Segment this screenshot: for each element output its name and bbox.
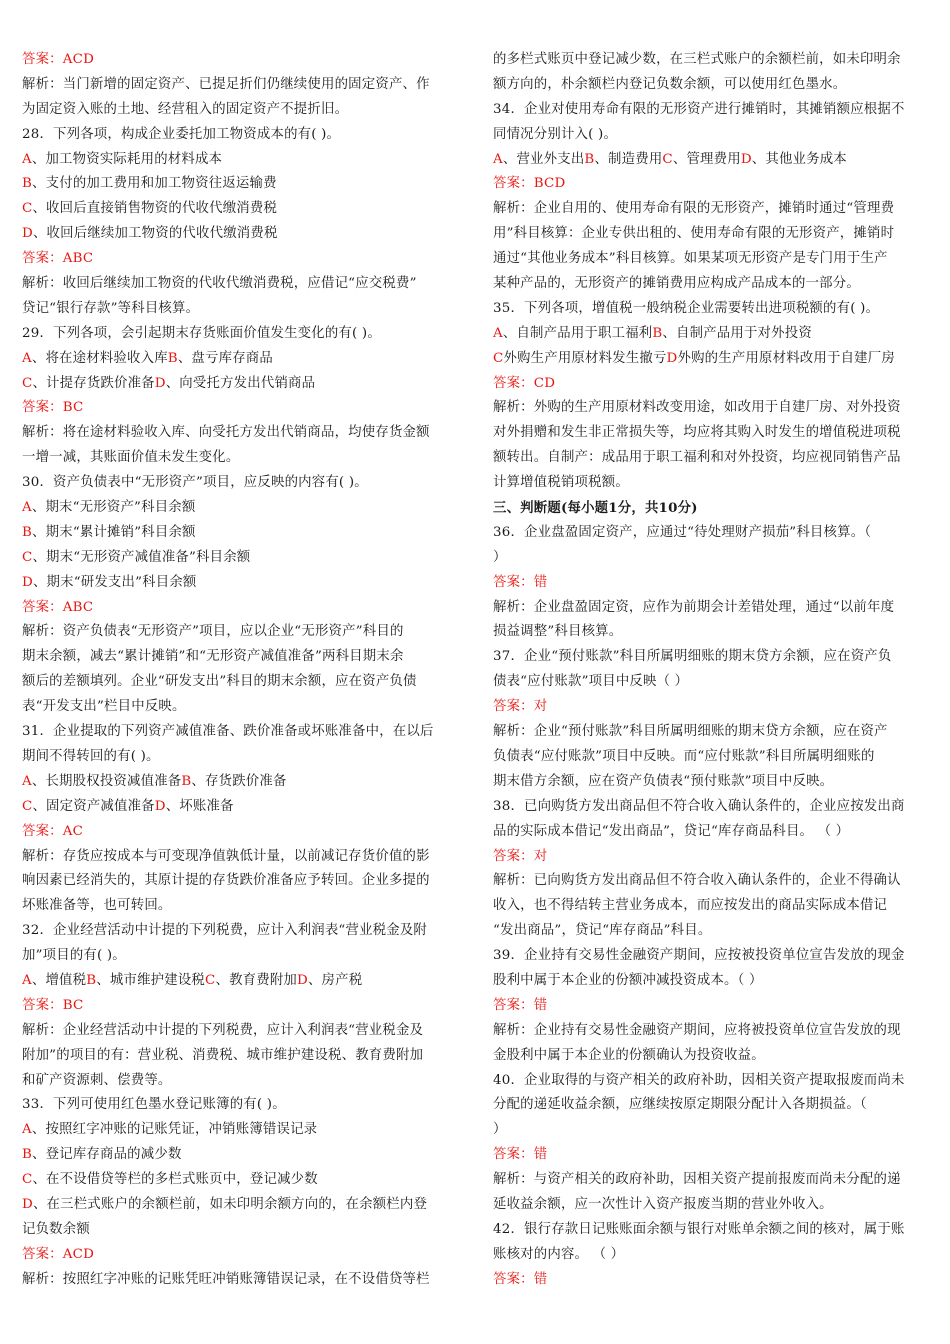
option-letter: D bbox=[22, 226, 33, 242]
text-line bbox=[22, 297, 458, 322]
line-text: 、期末“无形资产”科目余额 bbox=[31, 500, 196, 516]
text-line bbox=[493, 770, 929, 795]
option-letter: C bbox=[22, 798, 33, 814]
line-text: 答案：ACD bbox=[22, 52, 95, 67]
line-text: 用”科目核算：企业专供出租的、使用寿命有限的无形资产，摊销时 bbox=[493, 226, 895, 242]
option-letter: A bbox=[22, 972, 32, 988]
line-text: 外购的生产用原材料改用于自建厂房 bbox=[677, 350, 895, 366]
question-line bbox=[22, 471, 458, 496]
option-letter: D bbox=[154, 375, 166, 391]
answer-line bbox=[22, 396, 458, 421]
answer-line bbox=[22, 596, 458, 621]
explanation-line bbox=[493, 197, 929, 222]
explanation-line bbox=[22, 1268, 458, 1293]
option-line bbox=[22, 795, 458, 820]
option-line bbox=[22, 172, 458, 197]
option-line bbox=[22, 148, 458, 173]
option-letter: D bbox=[22, 1196, 33, 1212]
line-text: 、制造费用 bbox=[594, 151, 663, 167]
line-text: 对外捐赠和发生非正常损失等，均应将其购入时发生的增值税进项税 bbox=[493, 425, 901, 441]
answer-line bbox=[493, 172, 929, 197]
line-text: 账核对的内容。 （ ） bbox=[493, 1246, 625, 1262]
line-text: 、收回后直接销售物资的代收代缴消费税 bbox=[32, 201, 278, 217]
line-text: 金股利中属于本企业的份额确认为投资收益。 bbox=[493, 1047, 765, 1063]
text-line bbox=[22, 1044, 458, 1069]
line-text: 答案：对 bbox=[493, 699, 548, 715]
section-heading bbox=[493, 496, 929, 521]
answer-line bbox=[22, 48, 458, 73]
line-text: 38．已向购货方发出商品但不符合收入确认条件的，企业应按发出商 bbox=[493, 798, 905, 814]
line-text: 解析：企业“预付账款”科目所属明细账的期末贷方余额，应在资产 bbox=[493, 724, 888, 740]
option-line bbox=[493, 347, 929, 372]
line-text: 、登记库存商品的减少数 bbox=[32, 1147, 182, 1163]
line-text: 答案：ABC bbox=[22, 251, 94, 267]
line-text: 、增值税 bbox=[31, 972, 87, 988]
option-line bbox=[22, 969, 458, 994]
line-text: 解析：外购的生产用原材料改变用途，如改用于自建厂房、对外投资 bbox=[493, 400, 901, 416]
answer-line bbox=[493, 845, 929, 870]
line-text: 、房产税 bbox=[307, 972, 363, 988]
option-letter: B bbox=[86, 972, 97, 988]
option-line bbox=[22, 372, 458, 397]
line-text: 28．下列各项，构成企业委托加工物资成本的有( )。 bbox=[22, 126, 341, 142]
line-text: 、自制产品用于职工福利 bbox=[502, 325, 653, 341]
option-line bbox=[22, 770, 458, 795]
line-text: 为固定资入账的土地、经营租入的固定资产不提折旧。 bbox=[22, 101, 349, 117]
line-text: 、计提存货跌价准备 bbox=[32, 375, 155, 391]
line-text: 的多栏式账页中登记减少数，在三栏式账户的余额栏前，如未印明余 bbox=[493, 52, 901, 67]
line-text: 损益调整”科目核算。 bbox=[493, 624, 623, 640]
line-text: 答案：BC bbox=[22, 997, 84, 1013]
option-letter: D bbox=[740, 151, 752, 167]
line-text: 、将在途材料验收入库 bbox=[31, 350, 168, 366]
line-text: 37．企业“预付账款”科目所属明细账的期末贷方余额，应在资产负 bbox=[493, 649, 892, 665]
option-letter: B bbox=[22, 176, 33, 192]
explanation-line bbox=[22, 620, 458, 645]
line-text: 答案：CD bbox=[493, 375, 556, 391]
option-line bbox=[22, 197, 458, 222]
text-line bbox=[493, 745, 929, 770]
explanation-line bbox=[493, 396, 929, 421]
option-letter: D bbox=[154, 798, 166, 814]
line-text: 40．企业取得的与资产相关的政府补助，因相关资产提取报废而尚未 bbox=[493, 1072, 905, 1088]
line-text: 答案：错 bbox=[493, 1271, 548, 1287]
option-letter: C bbox=[22, 375, 33, 391]
explanation-line bbox=[493, 596, 929, 621]
answer-line bbox=[22, 1243, 458, 1268]
line-text: 、存货跌价准备 bbox=[191, 773, 287, 789]
text-line bbox=[493, 670, 929, 695]
explanation-line bbox=[493, 720, 929, 745]
line-text: 、坏账准备 bbox=[165, 798, 234, 814]
left-column bbox=[22, 48, 458, 1293]
option-letter: B bbox=[584, 151, 595, 167]
answer-line bbox=[493, 372, 929, 397]
option-letter: D bbox=[297, 972, 308, 988]
option-line bbox=[493, 322, 929, 347]
line-text: 贷记“银行存款”等科目核算。 bbox=[22, 300, 200, 316]
option-letter: C bbox=[493, 350, 504, 366]
option-letter: C bbox=[205, 972, 216, 988]
line-text: 、收回后继续加工物资的代收代缴消费税 bbox=[32, 226, 278, 242]
question-line bbox=[493, 944, 929, 969]
question-line bbox=[22, 720, 458, 745]
line-text: 和矿产资源刺、偿费等。 bbox=[22, 1072, 172, 1088]
line-text: 答案：错 bbox=[493, 1147, 548, 1163]
option-letter: A bbox=[22, 1122, 32, 1138]
line-text: 通过“其他业务成本”科目核算。如果某项无形资产是专门用于生产 bbox=[493, 251, 888, 267]
line-text: 解析：已向购货方发出商品但不符合收入确认条件的，企业不得确认 bbox=[493, 873, 901, 889]
text-line bbox=[493, 969, 929, 994]
question-line bbox=[22, 919, 458, 944]
answer-line bbox=[22, 820, 458, 845]
line-text: 额方向的，朴余额栏内登记负数余额，可以使用红色墨水。 bbox=[493, 76, 847, 92]
line-text: 、支付的加工费用和加工物资往返运输费 bbox=[32, 176, 277, 192]
line-text: 39．企业持有交易性金融资产期间，应按被投资单位宣告发放的现金 bbox=[493, 948, 905, 964]
line-text: 股利中属于本企业的份额冲减投资成本。（ ） bbox=[493, 972, 763, 988]
line-text: 答案：AC bbox=[22, 823, 84, 839]
option-letter: B bbox=[181, 773, 192, 789]
text-line bbox=[493, 73, 929, 98]
option-line bbox=[22, 546, 458, 571]
line-text: ） bbox=[493, 1122, 507, 1138]
line-text: 期间不得转回的有( )。 bbox=[22, 748, 160, 764]
line-text: 负债表“应付账款”项目中反映。而“应付账款”科目所属明细账的 bbox=[493, 748, 875, 764]
text-line bbox=[493, 1044, 929, 1069]
line-text: 、营业外支出 bbox=[502, 151, 585, 167]
option-letter: A bbox=[493, 151, 503, 167]
text-line bbox=[493, 123, 929, 148]
question-line bbox=[493, 1218, 929, 1243]
line-text: 收入，也不得结转主营业务成本，而应按发出的商品实际成本借记 bbox=[493, 898, 888, 914]
line-text: 42．银行存款日记账账面余额与银行对账单余额之间的核对，属于账 bbox=[493, 1221, 905, 1237]
line-text: 解析：收回后继续加工物资的代收代缴消费税，应借记“应交税费” bbox=[22, 276, 417, 292]
question-line bbox=[22, 1093, 458, 1118]
text-line bbox=[22, 894, 458, 919]
line-text: 解析：将在途材料验收入库、向受托方发出代销商品，均使存货金额 bbox=[22, 425, 430, 441]
line-text: 、长期股权投资减值准备 bbox=[31, 773, 182, 789]
answer-line bbox=[493, 1143, 929, 1168]
line-text: 响因素已经消失的，其原计提的存货跌价准备应予转回。企业多提的 bbox=[22, 873, 430, 889]
text-line bbox=[22, 98, 458, 123]
line-text: 答案：BC bbox=[22, 400, 84, 416]
line-text: 记负数余额 bbox=[22, 1221, 90, 1237]
line-text: 、城市维护建设税 bbox=[96, 972, 206, 988]
option-letter: D bbox=[22, 574, 33, 590]
line-text: 解析：资产负债表“无形资产”项目，应以企业“无形资产”科目的 bbox=[22, 624, 404, 640]
line-text: 计算增值税销项税额。 bbox=[493, 475, 629, 491]
line-text: 答案：ABC bbox=[22, 599, 94, 615]
text-line bbox=[22, 695, 458, 720]
line-text: 某种产品的，无形资产的摊销费用应构成产品成本的一部分。 bbox=[493, 276, 860, 292]
text-line bbox=[493, 546, 929, 571]
option-letter: A bbox=[22, 151, 32, 167]
line-text: 债表“应付账款”项目中反映（ ） bbox=[493, 674, 689, 690]
line-text: 、在三栏式账户的余额栏前，如未印明余额方向的，在余额栏内登 bbox=[32, 1196, 428, 1212]
line-text: 解析：企业持有交易性金融资产期间，应将被投资单位宣告发放的现 bbox=[493, 1022, 901, 1038]
text-line bbox=[493, 919, 929, 944]
option-letter: C bbox=[662, 151, 673, 167]
line-text: 31．企业提取的下列资产减值准备、跌价准备或坏账准备中，在以后 bbox=[22, 724, 434, 740]
answer-line bbox=[493, 994, 929, 1019]
option-letter: D bbox=[666, 350, 678, 366]
answer-line bbox=[22, 994, 458, 1019]
option-letter: A bbox=[493, 325, 503, 341]
option-line bbox=[22, 1193, 458, 1218]
option-letter: C bbox=[22, 201, 33, 217]
text-line bbox=[493, 894, 929, 919]
line-text: 解析：企业经营活动中计提的下列税费，应计入利润表“营业税金及 bbox=[22, 1022, 424, 1038]
question-line bbox=[493, 297, 929, 322]
line-text: 、管理费用 bbox=[672, 151, 741, 167]
option-letter: B bbox=[167, 350, 178, 366]
line-text: 34．企业对使用寿命有限的无形资产进行摊销时，其摊销额应根据不 bbox=[493, 101, 905, 117]
right-column bbox=[493, 48, 929, 1293]
option-letter: B bbox=[652, 325, 663, 341]
text-line bbox=[493, 820, 929, 845]
question-line bbox=[22, 123, 458, 148]
text-line bbox=[493, 222, 929, 247]
line-text: 同情况分别计入( )。 bbox=[493, 126, 618, 142]
text-line bbox=[493, 1093, 929, 1118]
line-text: 品的实际成本借记“发出商品”，贷记“库存商品科目。 （ ） bbox=[493, 823, 850, 839]
text-line bbox=[22, 670, 458, 695]
text-line bbox=[493, 620, 929, 645]
question-line bbox=[493, 98, 929, 123]
line-text: 、向受托方发出代销商品 bbox=[165, 375, 316, 391]
text-line bbox=[22, 745, 458, 770]
option-letter: A bbox=[22, 350, 32, 366]
line-text: 额后的差额填列。企业“研发支出”科目的期末余额，应在资产负债 bbox=[22, 674, 417, 690]
option-line bbox=[22, 496, 458, 521]
text-line bbox=[493, 446, 929, 471]
line-text: 解析：按照红字冲账的记账凭旺冲销账簿错误记录，在不设借贷等栏 bbox=[22, 1271, 430, 1287]
line-text: 36．企业盘盈固定资产，应通过“待处理财产损茄”科目核算。（ bbox=[493, 524, 872, 540]
option-letter: C bbox=[22, 1172, 33, 1188]
line-text: 答案：错 bbox=[493, 997, 548, 1013]
line-text: ） bbox=[493, 549, 507, 565]
text-line bbox=[493, 471, 929, 496]
line-text: 答案：对 bbox=[493, 848, 548, 864]
option-letter: C bbox=[22, 549, 33, 565]
option-line bbox=[22, 571, 458, 596]
text-line bbox=[493, 1243, 929, 1268]
text-line bbox=[22, 869, 458, 894]
line-text: 答案：BCD bbox=[493, 176, 566, 192]
line-text: 解析：企业盘盈固定资，应作为前期会计差错处理，通过“以前年度 bbox=[493, 599, 895, 615]
line-text: 、期末“研发支出”科目余额 bbox=[32, 574, 197, 590]
line-text: 、期末“无形资产减值准备”科目余额 bbox=[32, 549, 251, 565]
line-text: 分配的递延收益余额，应继续按原定期限分配计入各期损益。（ bbox=[493, 1097, 867, 1113]
line-text: 坏账准备等，也可转回。 bbox=[22, 898, 172, 914]
text-line bbox=[493, 1193, 929, 1218]
line-text: 答案：ACD bbox=[22, 1246, 95, 1262]
explanation-line bbox=[22, 272, 458, 297]
text-line bbox=[493, 421, 929, 446]
text-line bbox=[22, 645, 458, 670]
line-text: 表“开发支出”栏目中反映。 bbox=[22, 699, 186, 715]
line-text: 、加工物资实际耗用的材料成本 bbox=[31, 151, 223, 167]
explanation-line bbox=[22, 73, 458, 98]
text-line bbox=[493, 48, 929, 73]
option-letter: A bbox=[22, 500, 32, 516]
question-line bbox=[493, 795, 929, 820]
explanation-line bbox=[22, 1019, 458, 1044]
line-text: 32．企业经营活动中计提的下列税费，应计入利润表“营业税金及附 bbox=[22, 923, 428, 939]
line-text: 加”项目的有( )。 bbox=[22, 948, 126, 964]
text-line bbox=[22, 1069, 458, 1094]
line-text: 外购生产用原材料发生撤亏 bbox=[503, 350, 667, 366]
line-text: 额转出。自制产：成品用于职工福利和对外投资，均应视同销售产品 bbox=[493, 450, 901, 466]
text-line bbox=[22, 446, 458, 471]
option-line bbox=[22, 1118, 458, 1143]
line-text: 、教育费附加 bbox=[215, 972, 298, 988]
line-text: 、自制产品用于对外投资 bbox=[662, 325, 812, 341]
line-text: 延收益余额，应一次性计入资产报废当期的营业外收入。 bbox=[493, 1196, 833, 1212]
line-text: 解析：企业自用的、使用寿命有限的无形资产，摊销时通过“管理费 bbox=[493, 201, 895, 217]
line-text: 一增一减，其账面价值未发生变化。 bbox=[22, 450, 240, 466]
line-text: 35．下列各项，增值税一般纳税企业需要转出进项税额的有( )。 bbox=[493, 300, 880, 316]
option-line bbox=[22, 222, 458, 247]
line-text: 、在不设借贷等栏的多栏式账页中，登记减少数 bbox=[32, 1172, 318, 1188]
line-text: 、按照红字冲账的记账凭证，冲销账簿错误记录 bbox=[31, 1122, 318, 1138]
line-text: 期末借方余额，应在资产负债表“预付账款”项目中反映。 bbox=[493, 773, 834, 789]
text-line bbox=[493, 247, 929, 272]
text-line bbox=[493, 1118, 929, 1143]
explanation-line bbox=[493, 1019, 929, 1044]
explanation-line bbox=[22, 845, 458, 870]
text-line bbox=[22, 1218, 458, 1243]
line-text: 30．资产负债表中“无形资产”项目，应反映的内容有( )。 bbox=[22, 475, 368, 491]
line-text: 期末余额，减去“累计摊销”和“无形资产减值准备”两科目期末余 bbox=[22, 649, 404, 665]
text-line bbox=[22, 944, 458, 969]
line-text: 三、判断题(每小题1分，共10分) bbox=[493, 500, 698, 517]
option-line bbox=[493, 148, 929, 173]
text-line bbox=[493, 272, 929, 297]
option-line bbox=[22, 1143, 458, 1168]
explanation-line bbox=[493, 869, 929, 894]
line-text: 解析：当门新增的固定资产、已提足折们仍继续使用的固定资产、作 bbox=[22, 76, 430, 92]
question-line bbox=[22, 322, 458, 347]
line-text: 、其他业务成本 bbox=[751, 151, 847, 167]
question-line bbox=[493, 645, 929, 670]
option-letter: B bbox=[22, 524, 33, 540]
line-text: 29．下列各项，会引起期末存货账面价值发生变化的有( )。 bbox=[22, 325, 381, 341]
option-line bbox=[22, 347, 458, 372]
line-text: 、固定资产减值准备 bbox=[32, 798, 155, 814]
explanation-line bbox=[493, 1168, 929, 1193]
question-line bbox=[493, 521, 929, 546]
option-line bbox=[22, 1168, 458, 1193]
option-letter: A bbox=[22, 773, 32, 789]
answer-line bbox=[493, 571, 929, 596]
question-line bbox=[493, 1069, 929, 1094]
answer-line bbox=[22, 247, 458, 272]
line-text: 答案：错 bbox=[493, 574, 548, 590]
line-text: 解析：与资产相关的政府补助，因相关资产提前报废而尚未分配的递 bbox=[493, 1172, 901, 1188]
answer-line bbox=[493, 695, 929, 720]
option-letter: B bbox=[22, 1147, 33, 1163]
explanation-line bbox=[22, 421, 458, 446]
line-text: “发出商品”，贷记“库存商品”科目。 bbox=[493, 923, 712, 939]
line-text: 解析：存货应按成本与可变现净值孰低计量，以前减记存货价值的影 bbox=[22, 848, 430, 864]
option-line bbox=[22, 521, 458, 546]
line-text: 33．下列可使用红色墨水登记账簿的有( )。 bbox=[22, 1097, 286, 1113]
line-text: 、期末“累计摊销”科目余额 bbox=[32, 524, 196, 540]
line-text: 附加”的项目的有：营业税、消费税、城市维护建设税、教育费附加 bbox=[22, 1047, 424, 1063]
answer-line bbox=[493, 1268, 929, 1293]
line-text: 、盘亏库存商品 bbox=[177, 350, 273, 366]
